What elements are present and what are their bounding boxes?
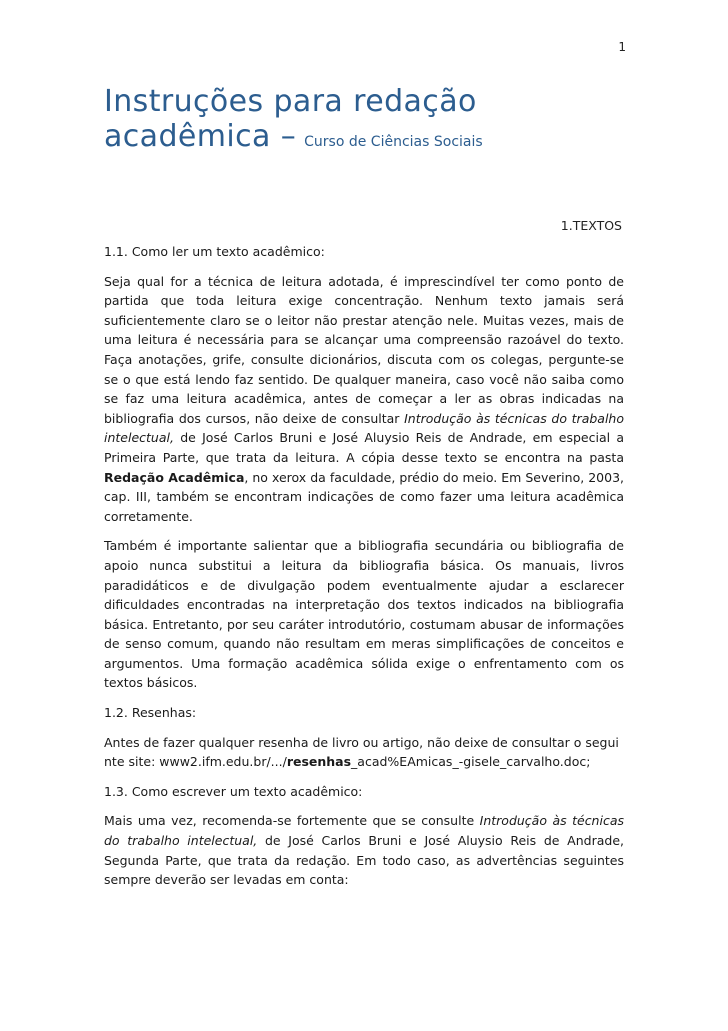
folder-name: Redação Acadêmica xyxy=(104,469,245,485)
book-title: Introdução às técnicas do trabalho intelectual, xyxy=(104,813,625,849)
section-label: 1.TEXTOS xyxy=(560,218,622,233)
title-subtitle: Curso de Ciências Sociais xyxy=(304,134,483,150)
paragraph: Antes de fazer qualquer resenha de livro ou artigo, não deixe de consultar o seguinte site: www2.ifm.edu.br/.../resenhas_acad%EAmicas_-gisele_carvalho.doc; xyxy=(104,734,619,770)
section-heading: 1.2. Resenhas: xyxy=(104,705,197,721)
document-title xyxy=(104,84,644,160)
paragraph: Mais uma vez, recomenda-se fortemente que se consulte Introdução às técnicas do trabalho intelectual, de José Carlos Bruni e José Aluysio Reis de Andrade, Segunda Parte, que trata da redação. Em todo caso, as advertências seguintes sempre deverão ser levadas em conta: xyxy=(104,813,625,888)
title-main: Instruções para redação acadêmica – xyxy=(104,84,477,154)
section-heading: 1.1. Como ler um texto acadêmico: xyxy=(104,244,325,259)
document-body xyxy=(104,242,624,900)
paragraph: Também é importante salientar que a bibliografia secundária ou bibliografia de apoio nunca substitui a leitura da bibliografia básica. Os manuais, livros paradidáticos e de divulgação podem eventualmente ajudar a esclarecer dificuldades encontradas na interpretação dos textos indicados na bibliografia básica. Entretanto, por seu caráter introdutório, costumam abusar de informações de senso comum, quando não resultam em meras simplificações de conceitos e argumentos. Uma formação acadêmica sólida exige o enfrentamento com os textos básicos. xyxy=(104,538,624,691)
section-heading: 1.3. Como escrever um texto acadêmico: xyxy=(104,783,363,799)
url-bold-term: resenhas xyxy=(286,754,352,770)
book-title: Introdução às técnicas do trabalho intelectual, xyxy=(104,410,624,446)
paragraph: Seja qual for a técnica de leitura adotada, é imprescindível ter como ponto de partida que toda leitura exige concentração. Nenhum texto jamais será suficientemente claro se o leitor não prestar atenção nele. Muitas vezes, mais de uma leitura é necessária para se alcançar uma compreensão razoável do texto. Faça anotações, grife, consulte dicionários, discuta com os colegas, pergunte-se se o que está lendo faz sentido. De qualquer maneira, caso você não saiba como se faz uma leitura acadêmica, antes de começar a ler as obras indicadas na bibliografia dos cursos, não deixe de consultar Introdução às técnicas do trabalho intelectual, de José Carlos Bruni e José Aluysio Reis de Andrade, em especial a Primeira Parte, que trata da leitura. A cópia desse texto se encontra na pasta Redação Acadêmica, no xerox da faculdade, prédio do meio. Em Severino, 2003, cap. III, também se encontram indicações de como fazer uma leitura acadêmica corretamente. xyxy=(104,273,624,524)
page-number: 1 xyxy=(618,40,626,54)
